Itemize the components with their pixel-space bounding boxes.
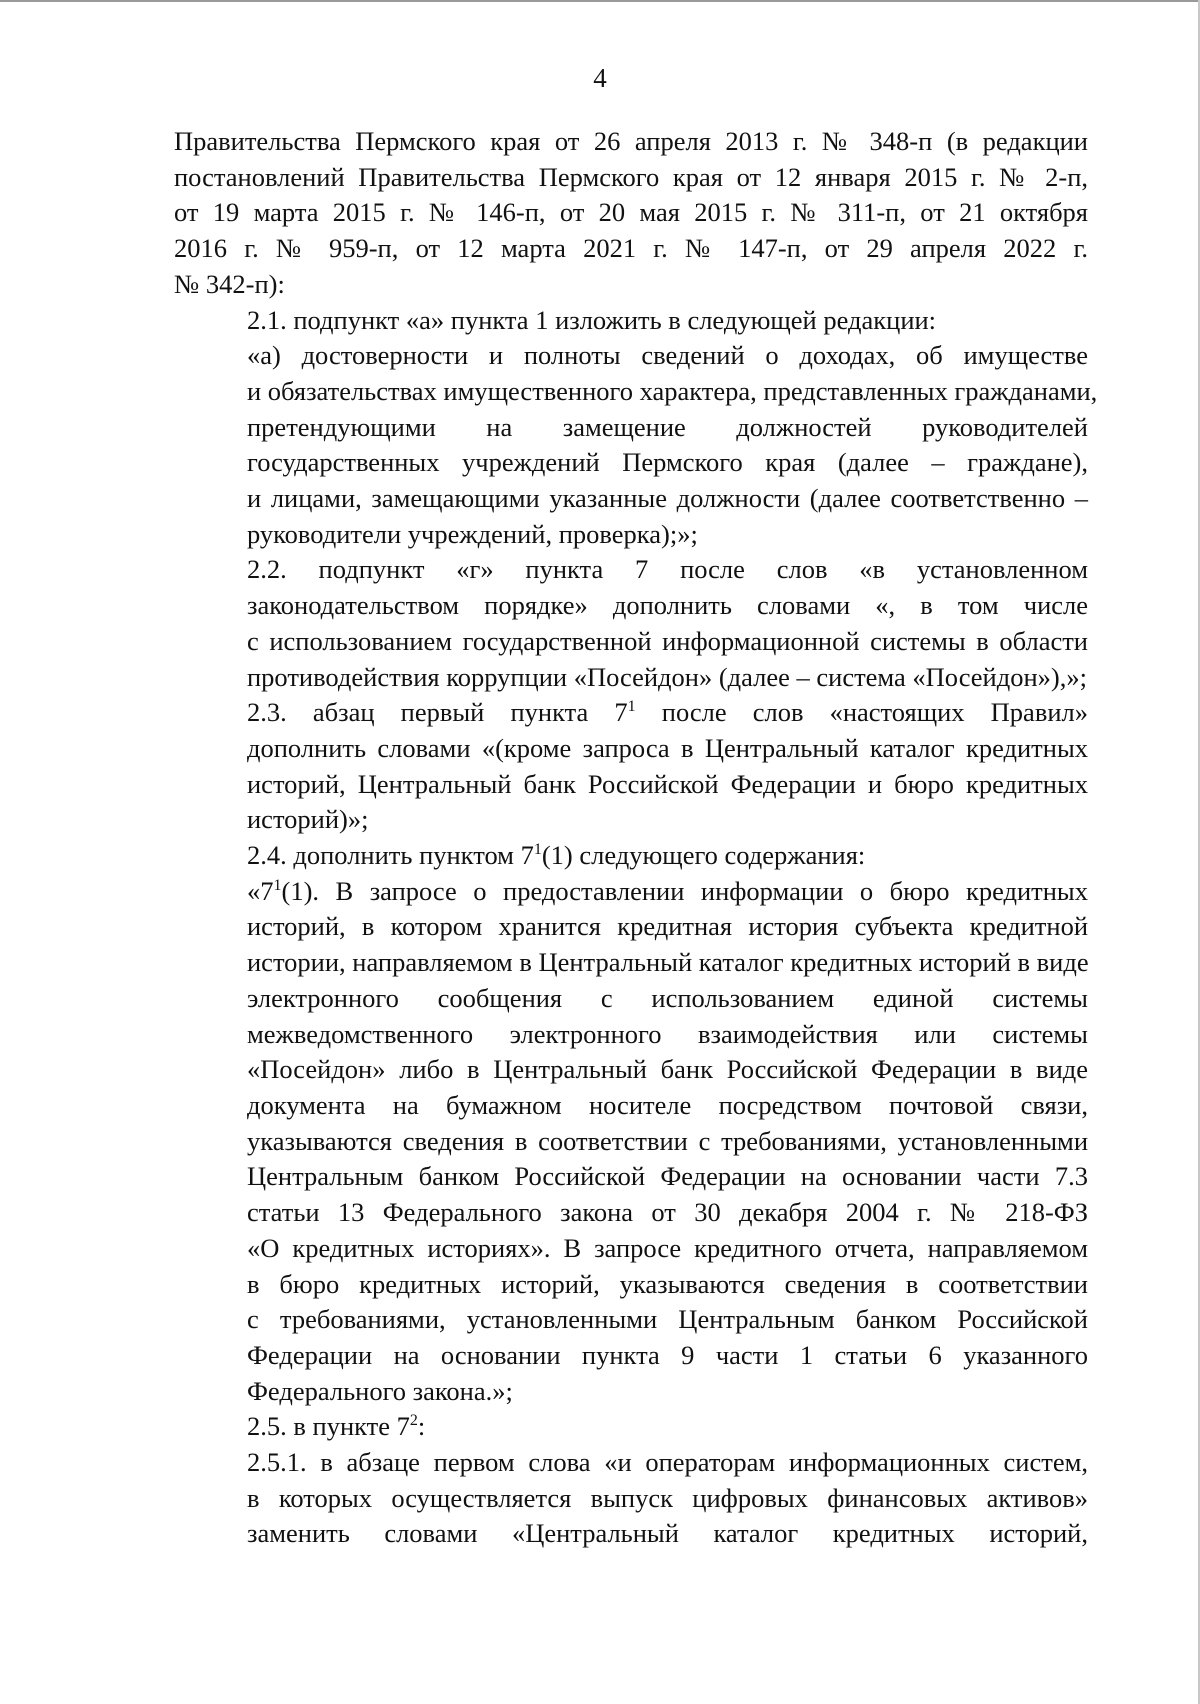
text-line: 2.5.1. в абзаце первом слова «и операторам информационных систем, bbox=[247, 1447, 1088, 1478]
paragraph-2-2 bbox=[174, 552, 1088, 695]
paragraph-2-4 bbox=[174, 838, 1088, 874]
text-line: и лицами, замещающими указанные должности (далее соответственно – bbox=[247, 483, 1088, 514]
text-line: в бюро кредитных историй, указываются сведения в соответствии bbox=[247, 1268, 1088, 1299]
text-line: «$7^1(1)$. В запросе о предоставлении информации о бюро кредитных bbox=[247, 875, 1088, 906]
text-line: 2016 г. № 959-п, от 12 марта 2021 г. № 147-п, от 29 апреля 2022 г. bbox=[174, 233, 1088, 264]
paragraph-2-5-1 bbox=[174, 1445, 1088, 1552]
text-line: электронного сообщения с использованием единой системы bbox=[247, 982, 1088, 1013]
text-line: статьи 13 Федерального закона от 30 декабря 2004 г. № 218-ФЗ bbox=[247, 1197, 1088, 1228]
text-line: 2.4. дополнить пунктом $7^1(1)$ следующего содержания: bbox=[247, 840, 866, 871]
text-line: в которых осуществляется выпуск цифровых финансовых активов» bbox=[247, 1482, 1088, 1513]
paragraph-2-1-text bbox=[174, 338, 1098, 552]
text-line: «а) достоверности и полноты сведений о доходах, об имуществе bbox=[247, 340, 1088, 371]
paragraph-7-1-1 bbox=[174, 874, 1088, 1410]
text-line: указываются сведения в соответствии с требованиями, установленными bbox=[247, 1125, 1088, 1156]
text-line: Федерального закона.»; bbox=[247, 1375, 513, 1406]
text-line: с использованием государственной информационной системы в области bbox=[247, 625, 1088, 656]
text-line: Федерации на основании пункта 9 части 1 статьи 6 указанного bbox=[247, 1339, 1088, 1370]
text-line: историй, Центральный банк Российской Федерации и бюро кредитных bbox=[247, 768, 1088, 799]
text-line: с требованиями, установленными Центральным банком Российской bbox=[247, 1304, 1088, 1335]
text-line: противодействия коррупции «Посейдон» (далее – система «Посейдон»),»; bbox=[247, 661, 1087, 692]
text-line: постановлений Правительства Пермского края от 12 января 2015 г. № 2-п, bbox=[174, 161, 1088, 192]
paragraph-2-1 bbox=[174, 303, 1088, 339]
text-line: руководители учреждений, проверка);»; bbox=[247, 518, 698, 549]
text-line: законодательством порядке» дополнить словами «, в том числе bbox=[247, 590, 1088, 621]
paragraph-intro bbox=[174, 124, 1088, 303]
paragraph-2-3 bbox=[174, 695, 1088, 838]
text-line: претендующими на замещение должностей руководителей bbox=[247, 411, 1088, 442]
text-line: 2.3. абзац первый пункта $7^1$ после слов «настоящих Правил» bbox=[247, 697, 1088, 728]
text-line: 2.5. в пункте $7^2$: bbox=[247, 1411, 426, 1442]
text-line: государственных учреждений Пермского края (далее – граждане), bbox=[247, 447, 1088, 478]
text-line: от 19 марта 2015 г. № 146-п, от 20 мая 2015 г. № 311-п, от 21 октября bbox=[174, 197, 1088, 228]
page-number: 4 bbox=[593, 63, 607, 93]
text-line: «Посейдон» либо в Центральный банк Российской Федерации в виде bbox=[247, 1054, 1088, 1085]
text-line: дополнить словами «(кроме запроса в Центральный каталог кредитных bbox=[247, 732, 1088, 763]
text-line: историй)»; bbox=[247, 804, 369, 835]
paragraph-2-5 bbox=[174, 1409, 1088, 1445]
text-line: историй, в котором хранится кредитная история субъекта кредитной bbox=[247, 911, 1088, 942]
document-body bbox=[174, 124, 1098, 1552]
text-line: Правительства Пермского края от 26 апреля 2013 г. № 348-п (в редакции bbox=[174, 126, 1088, 156]
scan-edge-top bbox=[0, 0, 1200, 2]
text-line: Центральным банком Российской Федерации на основании части 7.3 bbox=[247, 1161, 1088, 1192]
text-line: 2.1. подпункт «а» пункта 1 изложить в следующей редакции: bbox=[247, 304, 937, 335]
text-line: и обязательствах имущественного характера, представленных гражданами, bbox=[247, 375, 1098, 406]
text-line: межведомственного электронного взаимодействия или системы bbox=[247, 1018, 1088, 1049]
text-line: «О кредитных историях». В запросе кредитного отчета, направляемом bbox=[247, 1232, 1088, 1263]
text-line: истории, направляемом в Центральный каталог кредитных историй в виде bbox=[247, 947, 1089, 978]
text-line: 2.2. подпункт «г» пункта 7 после слов «в установленном bbox=[247, 554, 1088, 585]
text-line: документа на бумажном носителе посредством почтовой связи, bbox=[247, 1089, 1088, 1120]
text-line: № 342-п): bbox=[174, 268, 285, 299]
text-line: заменить словами «Центральный каталог кредитных историй, bbox=[247, 1518, 1088, 1549]
